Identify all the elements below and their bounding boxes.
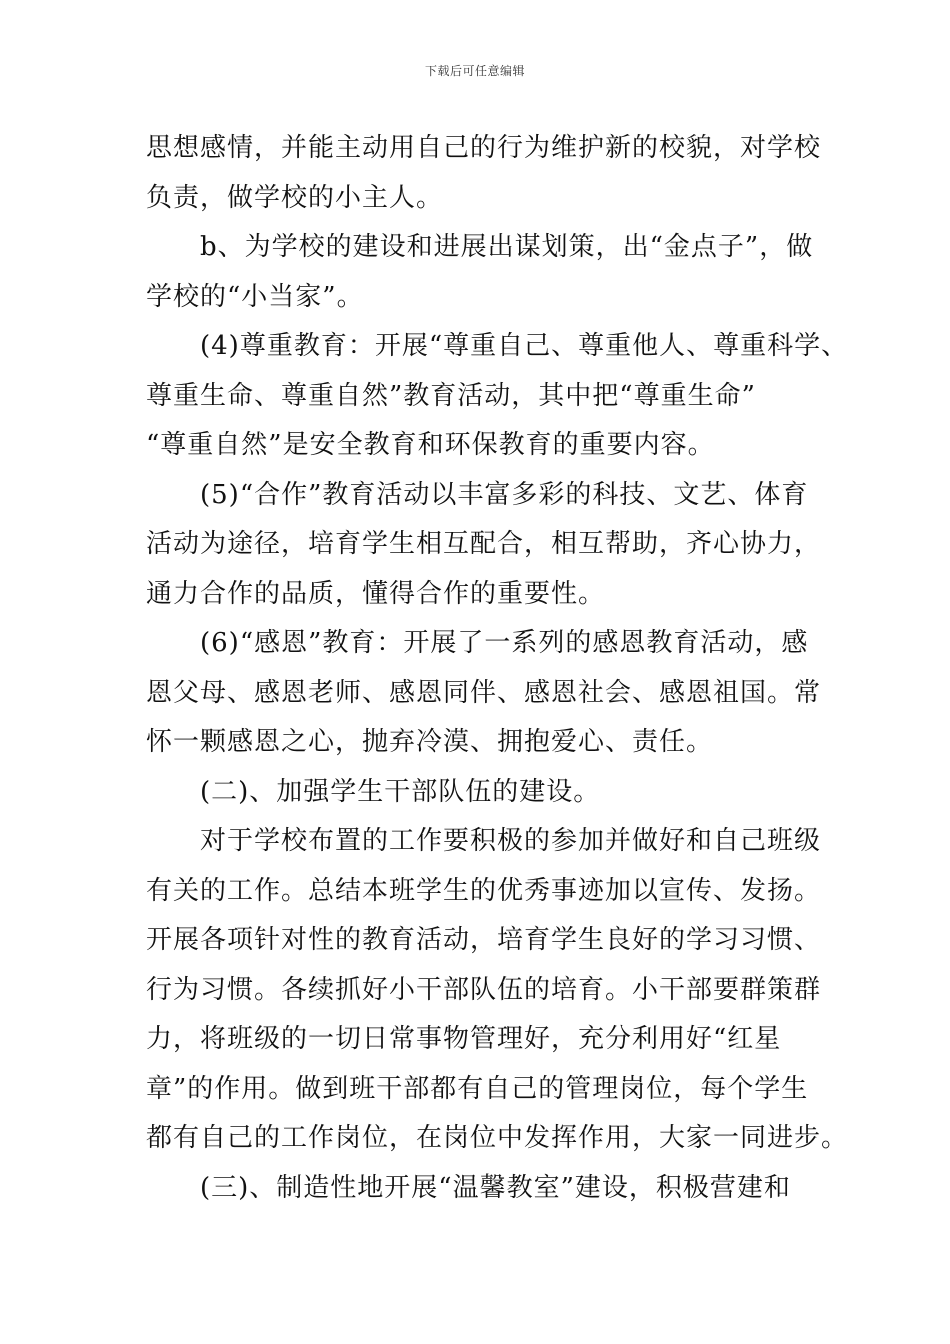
text-line: 尊重生命、尊重自然”教育活动，其中把“尊重生命” [146,380,756,411]
text-line: 开展各项针对性的教育活动，培育学生良好的学习习惯、 [146,925,822,955]
text-line: 活动为途径，培育学生相互配合，相互帮助，齐心协力， [146,529,822,559]
page-header: 下载后可任意编辑 [424,64,525,78]
text-line: 对于学校布置的工作要积极的参加并做好和自己班级 [146,826,822,856]
text-line: (三)、制造性地开展“温馨教室”建设，积极营建和 [146,1172,791,1203]
text-line: 通力合作的品质，懂得合作的重要性。 [146,578,606,609]
document-body [146,124,849,1213]
text-line: (二)、加强学生干部队伍的建设。 [146,776,601,807]
text-line: 力，将班级的一切日常事物管理好，充分利用好“红星 [146,1024,782,1054]
text-line: 有关的工作。总结本班学生的优秀事迹加以宣传、发扬。 [146,875,822,906]
text-line: “尊重自然”是安全教育和环保教育的重要内容。 [146,430,715,460]
text-line: (6)“感恩”教育：开展了一系列的感恩教育活动，感 [146,628,809,658]
text-line: 怀一颗感恩之心，抛弃冷漠、拥抱爱心、责任。 [146,727,714,757]
text-line: 恩父母、感恩老师、感恩同伴、感恩社会、感恩祖国。常 [146,677,822,708]
text-line: 思想感情，并能主动用自己的行为维护新的校貌，对学校 [146,133,822,163]
text-line: 都有自己的工作岗位，在岗位中发挥作用，大家一同进步。 [146,1123,849,1153]
text-line: 负责，做学校的小主人。 [146,182,444,213]
text-line: 章”的作用。做到班干部都有自己的管理岗位，每个学生 [146,1073,809,1104]
text-line: 行为习惯。各续抓好小干部队伍的培育。小干部要群策群 [146,974,822,1005]
text-line: b、为学校的建设和进展出谋划策，出“金点子”，做 [146,232,814,262]
text-line: (5)“合作”教育活动以丰富多彩的科技、文艺、体育 [146,479,809,510]
text-line: (4)尊重教育：开展“尊重自己、尊重他人、尊重科学、 [146,331,849,361]
text-line: 学校的“小当家”。 [146,281,364,312]
